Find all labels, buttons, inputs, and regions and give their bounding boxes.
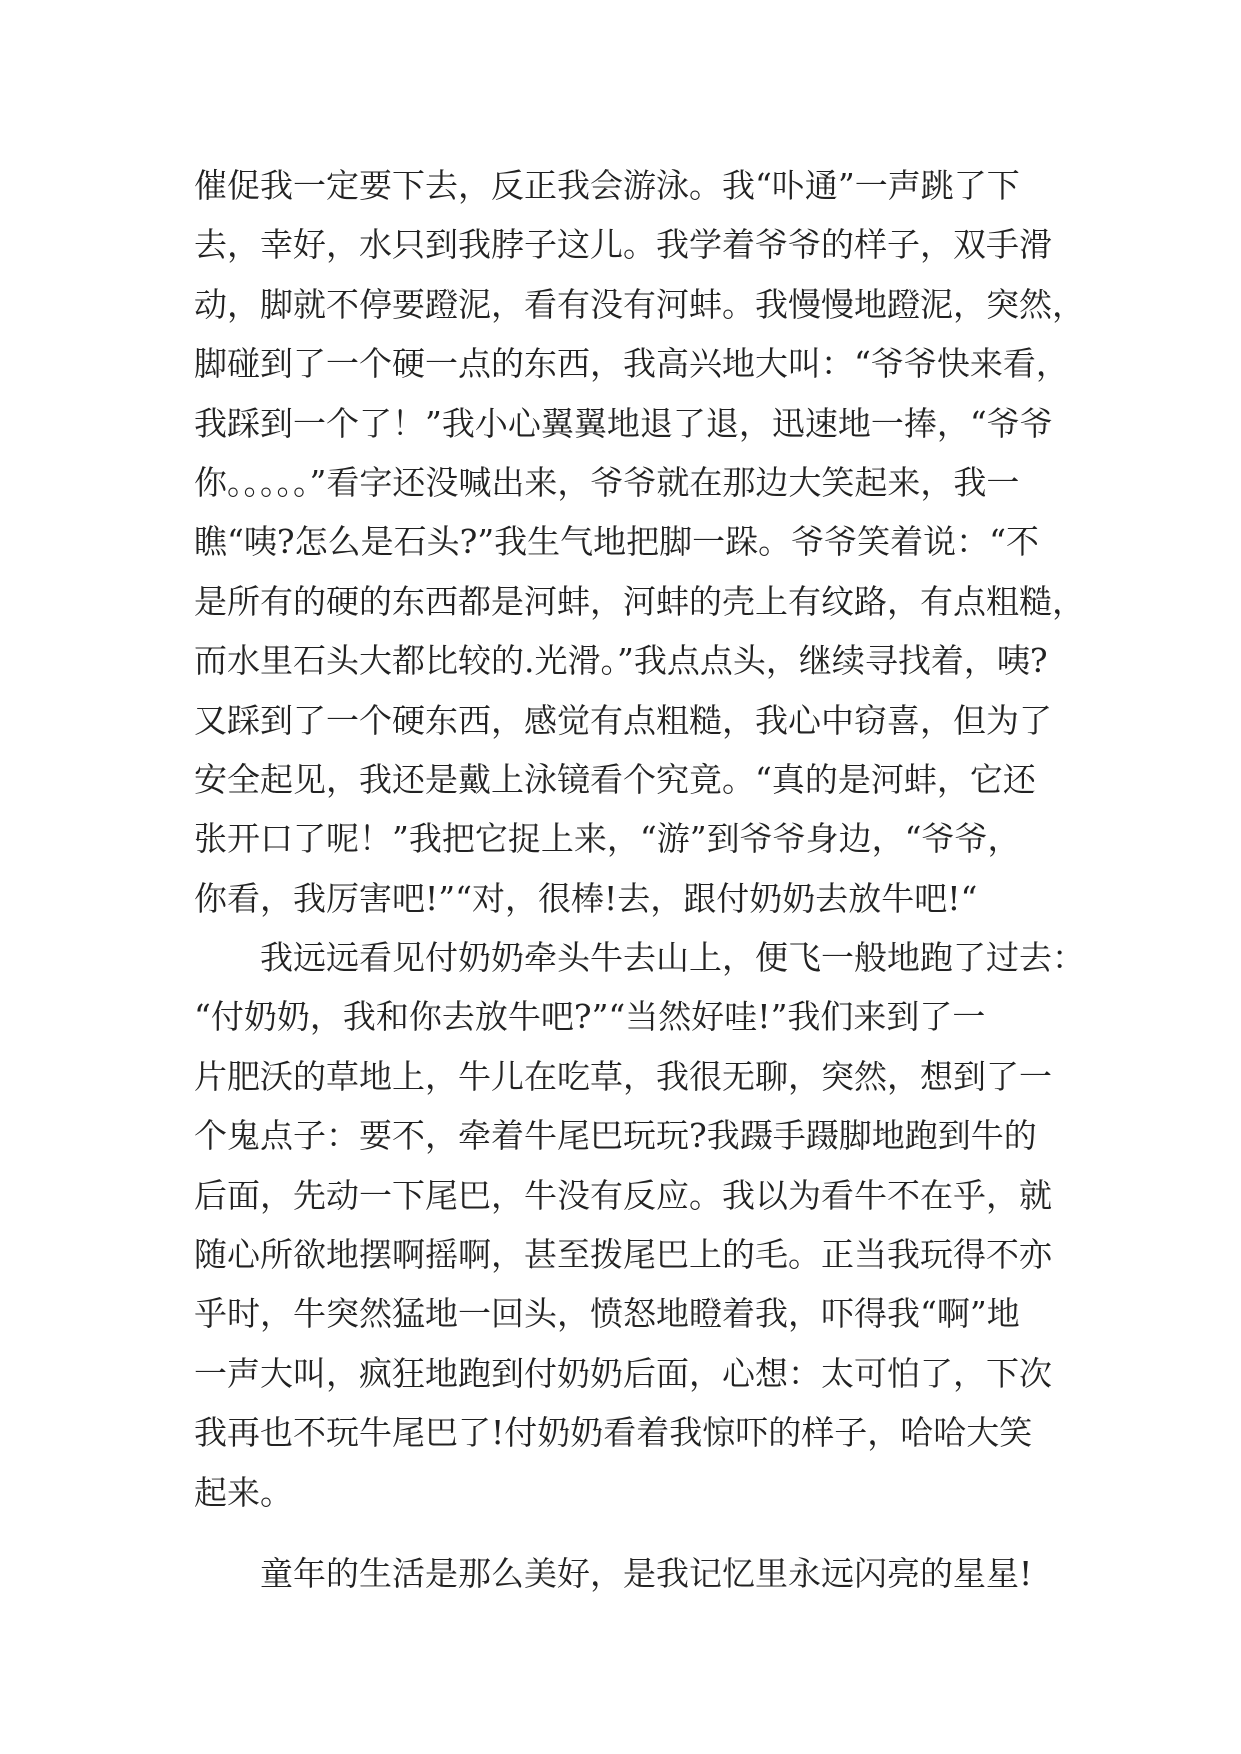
paragraph-3 [194,1544,1064,1603]
text-line: 我再也不玩牛尾巴了!付奶奶看着我惊吓的样子，哈哈大笑 [194,1413,1033,1453]
text-line: 去，幸好，水只到我脖子这儿。我学着爷爷的样子，双手滑 [194,225,1052,265]
text-line: 脚碰到了一个硬一点的东西，我高兴地大叫：“爷爷快来看， [194,344,1069,384]
paragraph-spacer [194,1522,1064,1544]
text-line: 动，脚就不停要蹬泥，看有没有河蚌。我慢慢地蹬泥，突然， [194,284,1085,324]
text-line: 我踩到一个了！”我小心翼翼地退了退，迅速地一捧，“爷爷 [194,403,1053,443]
paragraph-1 [194,156,1085,928]
text-line: 张开口了呢！”我把它捉上来，“游”到爷爷身边，“爷爷， [194,819,1021,859]
text-line: 个鬼点子：要不，牵着牛尾巴玩玩?我蹑手蹑脚地跑到牛的 [194,1116,1037,1156]
text-line: 你看，我厉害吧!”“对，很棒!去，跟付奶奶去放牛吧!“ [194,878,978,918]
text-line: 后面，先动一下尾巴，牛没有反应。我以为看牛不在乎，就 [194,1175,1052,1215]
text-line: 乎时，牛突然猛地一回头，愤怒地瞪着我，吓得我“啊”地 [194,1294,1020,1334]
text-line: 瞧“咦?怎么是石头?”我生气地把脚一跺。爷爷笑着说：“不 [194,522,1039,562]
text-line: 童年的生活是那么美好，是我记忆里永远闪亮的星星! [260,1553,1033,1593]
text-line: 你。。。。。”看字还没喊出来，爷爷就在那边大笑起来，我一 [194,462,1020,502]
text-line: 而水里石头大都比较的.光滑。”我点点头，继续寻找着，咦? [194,641,1048,681]
text-line: 片肥沃的草地上，牛儿在吃草，我很无聊，突然，想到了一 [194,1056,1052,1096]
text-line: 是所有的硬的东西都是河蚌，河蚌的壳上有纹路，有点粗糙， [194,581,1085,621]
text-line: 催促我一定要下去，反正我会游泳。我“卟通”一声跳了下 [194,166,1020,205]
text-line: 安全起见，我还是戴上泳镜看个究竟。“真的是河蚌，它还 [194,759,1036,799]
text-line: 一声大叫，疯狂地跑到付奶奶后面，心想：太可怕了，下次 [194,1353,1052,1393]
text-line: 随心所欲地摆啊摇啊，甚至拨尾巴上的毛。正当我玩得不亦 [194,1235,1052,1275]
paragraph-2 [194,928,1085,1522]
document-body [194,156,1085,1603]
text-line: “付奶奶，我和你去放牛吧?”“当然好哇!”我们来到了一 [194,997,986,1037]
text-line: 又踩到了一个硬东西，感觉有点粗糙，我心中窃喜，但为了 [194,700,1052,740]
text-line: 起来。 [194,1472,293,1512]
text-line: 我远远看见付奶奶牵头牛去山上，便飞一般地跑了过去： [260,938,1085,978]
